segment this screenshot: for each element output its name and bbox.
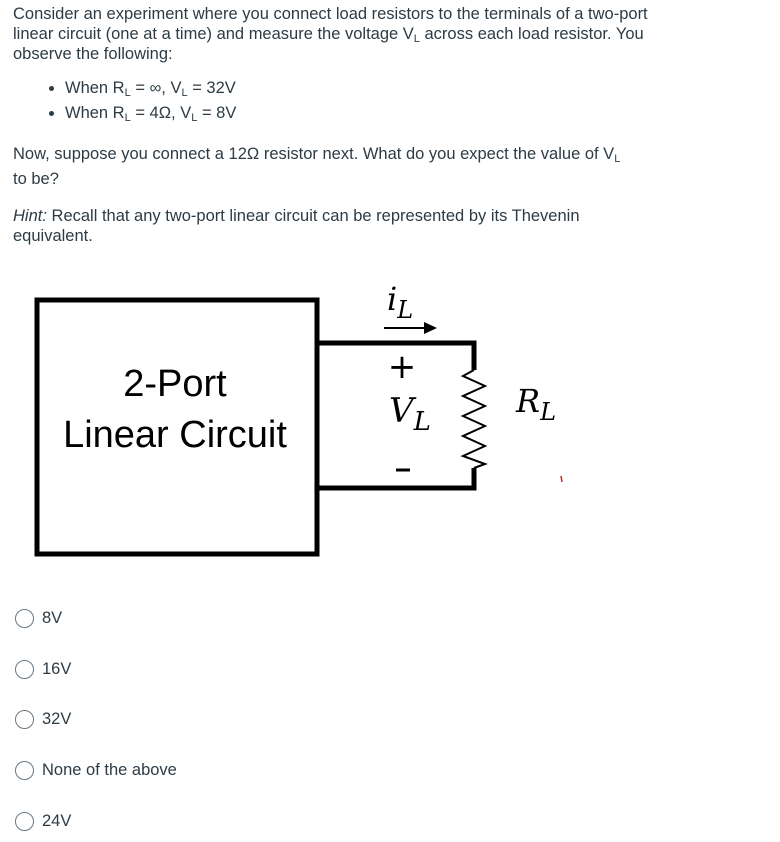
obs-text: = 8V — [197, 104, 237, 122]
question-text — [13, 4, 663, 246]
hint-text: Recall that any two-port linear circuit can be represented by its Thevenin equivalent. — [13, 207, 580, 245]
radio-button[interactable] — [15, 812, 34, 831]
radio-button[interactable] — [15, 710, 34, 729]
box-label-line1: 2-Port — [123, 363, 227, 405]
obs-text: = 32V — [187, 79, 236, 97]
followup-subscript: L — [614, 153, 621, 165]
obs-text: = ∞, V — [130, 79, 182, 97]
radio-button[interactable] — [15, 761, 34, 780]
answer-option-8v[interactable] — [15, 607, 62, 629]
box-label-line2: Linear Circuit — [63, 414, 287, 456]
voltage-label: $V_L$ — [389, 391, 431, 437]
current-label: $i_L$ — [387, 280, 414, 324]
obs-text: = 4Ω, V — [130, 104, 192, 122]
answer-option-24v[interactable] — [15, 810, 71, 832]
bottom-wire — [317, 468, 474, 488]
load-resistor — [463, 370, 485, 468]
answer-label: 24V — [42, 811, 72, 830]
observation-item — [65, 76, 663, 101]
hint-label: Hint: — [13, 207, 47, 225]
question-intro — [13, 4, 663, 64]
resistor-label: $R_L$ — [516, 382, 557, 426]
radio-button[interactable] — [15, 609, 34, 628]
observations-list — [13, 76, 663, 126]
answer-option-16v[interactable] — [15, 658, 71, 680]
obs-text: When R — [65, 104, 125, 122]
answer-option-none[interactable] — [15, 759, 177, 781]
intro-subscript: L — [413, 33, 420, 45]
plus-sign: + — [387, 347, 417, 387]
circuit-diagram — [0, 270, 620, 570]
radio-button[interactable] — [15, 660, 34, 679]
obs-sub: L — [124, 112, 131, 124]
answer-label: 32V — [42, 709, 72, 728]
answer-option-32v[interactable] — [15, 708, 71, 730]
followup-tail-text: to be? — [13, 170, 59, 188]
observation-item — [65, 101, 663, 126]
obs-sub: L — [124, 87, 131, 99]
current-arrow-head — [424, 322, 437, 334]
answer-label: 8V — [42, 608, 63, 627]
hint-paragraph — [13, 206, 663, 246]
followup-text: Now, suppose you connect a 12Ω resistor next. What do you expect the value of V — [13, 145, 615, 163]
stray-mark — [561, 476, 562, 482]
answer-label: 16V — [42, 659, 72, 678]
answer-label: None of the above — [42, 760, 177, 779]
intro-text: Consider an experiment where you connect load resistors to the terminals of a two-port linear circuit (one at a time) and measure the voltage V — [13, 5, 648, 43]
obs-text: When R — [65, 79, 125, 97]
intro-tail-text: across each load resistor. You observe the following: — [13, 25, 644, 63]
obs-sub: L — [191, 112, 198, 124]
obs-sub: L — [181, 87, 188, 99]
question-followup — [13, 142, 663, 192]
